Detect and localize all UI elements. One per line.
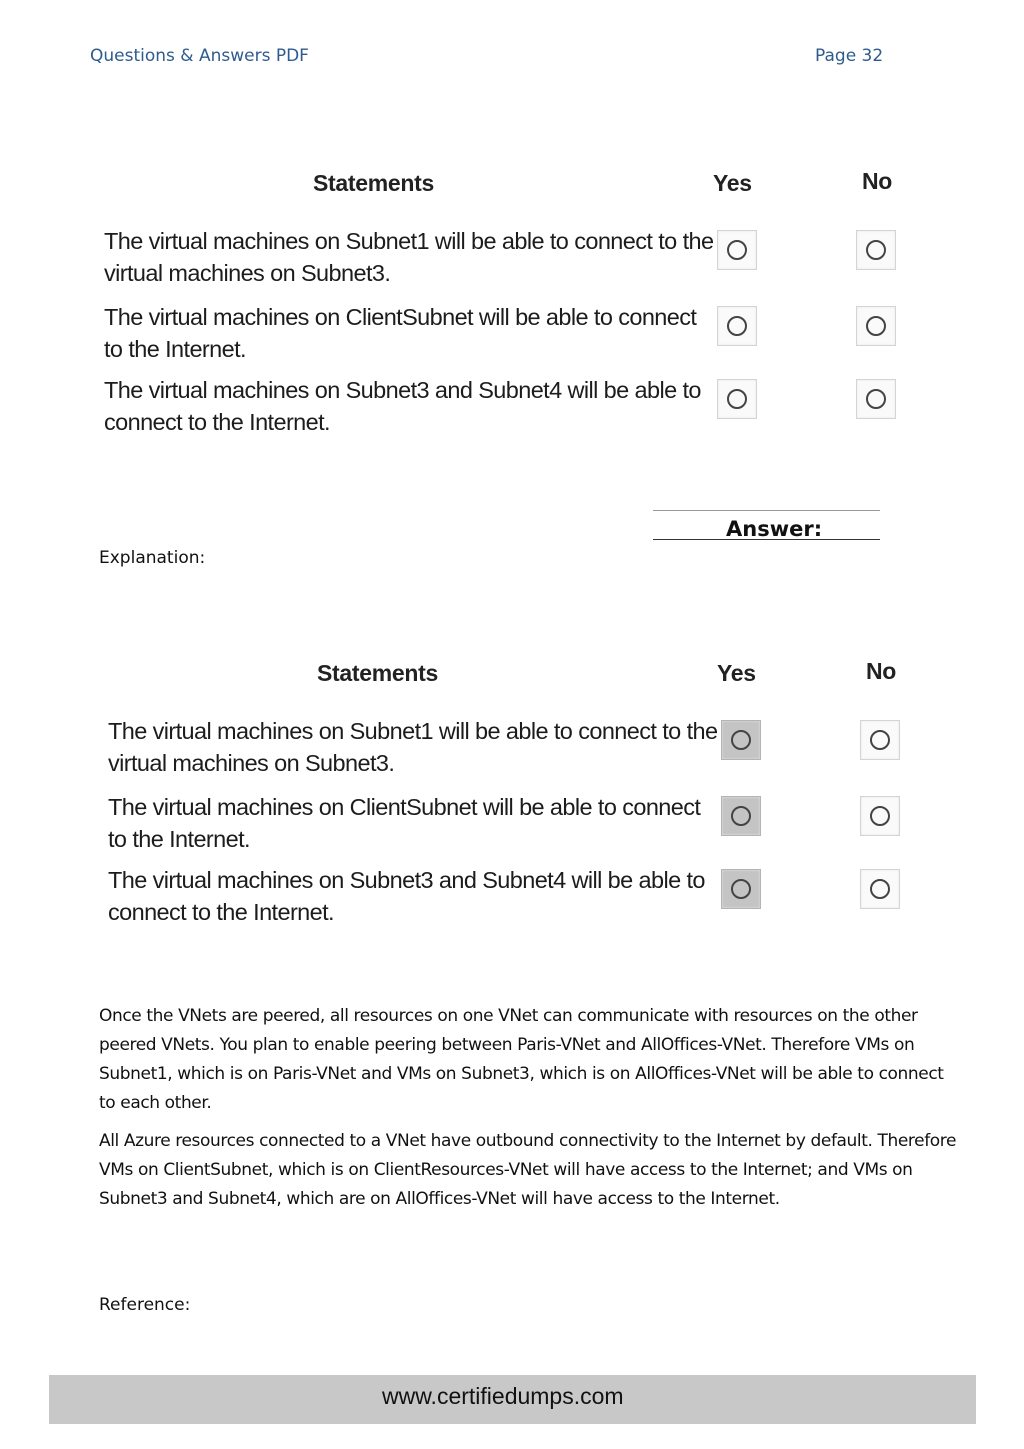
yes-option-selected[interactable]: [721, 720, 761, 760]
radio-circle-icon: [731, 730, 751, 750]
no-option[interactable]: [856, 306, 896, 346]
no-option[interactable]: [856, 230, 896, 270]
yes-header: Yes: [717, 660, 756, 686]
answer-divider-top: [653, 510, 880, 511]
no-option[interactable]: [860, 720, 900, 760]
radio-circle-icon: [866, 316, 886, 336]
footer-site-link[interactable]: www.certifiedumps.com: [382, 1383, 624, 1409]
explanation-paragraph-2: All Azure resources connected to a VNet have outbound connectivity to the Internet by default. Therefore VMs on ClientSubnet, which is on ClientResources-VNet will have access to the Internet; and VMs on Subnet3 and Subnet4, which are on AllOffices-VNet will have access to the Internet.: [99, 1131, 957, 1209]
radio-circle-icon: [727, 316, 747, 336]
statement-text: The virtual machines on Subnet1 will be able to connect to the virtual machines on Subnet3.: [108, 718, 718, 776]
radio-circle-icon: [870, 879, 890, 899]
explanation-label: Explanation:: [99, 548, 206, 568]
no-option[interactable]: [860, 869, 900, 909]
radio-circle-icon: [870, 730, 890, 750]
question-statements-table: [100, 168, 910, 448]
no-option[interactable]: [860, 796, 900, 836]
radio-circle-icon: [870, 806, 890, 826]
reference-label: Reference:: [99, 1295, 191, 1315]
page-number: Page 32: [815, 46, 884, 66]
statement-text: The virtual machines on Subnet3 and Subnet4 will be able to connect to the Internet.: [108, 867, 705, 925]
yes-option[interactable]: [717, 306, 757, 346]
header-title: Questions & Answers PDF: [90, 46, 309, 66]
yes-option[interactable]: [717, 379, 757, 419]
statement-text: The virtual machines on ClientSubnet will be able to connect to the Internet.: [108, 794, 701, 852]
no-header: No: [862, 168, 893, 194]
radio-circle-icon: [866, 240, 886, 260]
answer-row-2: [104, 791, 914, 861]
yes-option[interactable]: [717, 230, 757, 270]
yes-option-selected[interactable]: [721, 869, 761, 909]
answer-row-1: [104, 715, 914, 785]
answer-label: Answer:: [726, 517, 823, 541]
statement-text: The virtual machines on Subnet3 and Subnet4 will be able to connect to the Internet.: [104, 377, 701, 435]
answer-divider-bottom: [653, 539, 880, 540]
no-option[interactable]: [856, 379, 896, 419]
radio-circle-icon: [727, 389, 747, 409]
answer-row-3: [104, 864, 914, 934]
radio-circle-icon: [866, 389, 886, 409]
statement-row-3: [100, 374, 910, 444]
radio-circle-icon: [727, 240, 747, 260]
statement-text: The virtual machines on Subnet1 will be able to connect to the virtual machines on Subnet3.: [104, 228, 714, 286]
no-header: No: [866, 658, 897, 684]
statement-row-2: [100, 301, 910, 371]
yes-option-selected[interactable]: [721, 796, 761, 836]
statement-text: The virtual machines on ClientSubnet will be able to connect to the Internet.: [104, 304, 697, 362]
radio-circle-icon: [731, 806, 751, 826]
radio-circle-icon: [731, 879, 751, 899]
statement-row-1: [100, 225, 910, 295]
answer-statements-table: [104, 658, 914, 938]
yes-header: Yes: [713, 170, 752, 196]
statements-header: Statements: [313, 170, 434, 196]
statements-header: Statements: [317, 660, 438, 686]
explanation-paragraph-1: Once the VNets are peered, all resources on one VNet can communicate with resources on the other peered VNets. You plan to enable peering between Paris-VNet and AllOffices-VNet. Therefore VMs on Subnet1, which is on Paris-VNet and VMs on Subnet3, which is on AllOffices-VNet will be able to connect to each other.: [99, 1006, 944, 1113]
